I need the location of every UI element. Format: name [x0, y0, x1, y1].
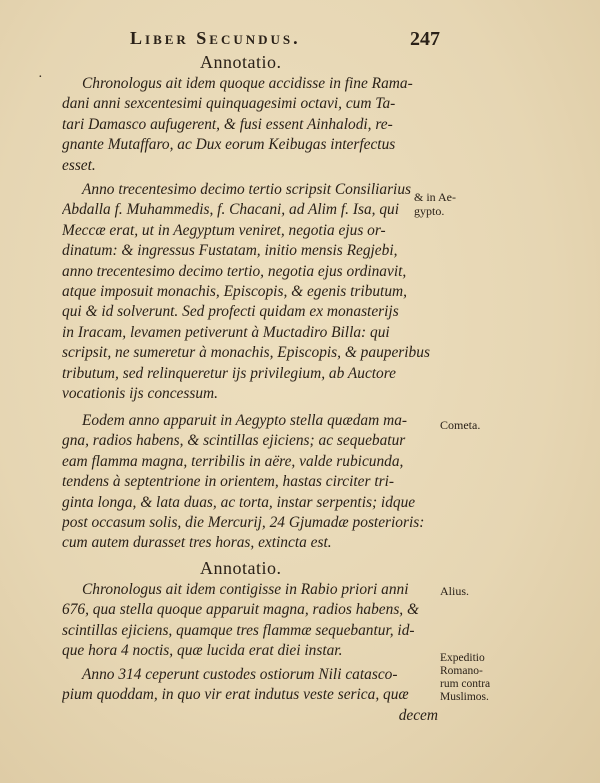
- paragraph: [62, 411, 438, 554]
- text-line: eam flamma magna, terribilis in aëre, valde rubicunda,: [62, 452, 404, 470]
- text-line: anno trecentesimo decimo tertio, negotia ejus ordinavit,: [62, 262, 407, 280]
- text-line: tari Damasco aufugerent, & fusi essent Ainhalodi, re-: [62, 115, 393, 133]
- margin-note-line: & in Ae-: [414, 190, 456, 204]
- text-line: pium quoddam, in quo vir erat indutus veste serica, quæ: [62, 686, 409, 704]
- margin-note: [414, 190, 456, 218]
- text-line: esset.: [62, 156, 96, 174]
- margin-note: [440, 584, 469, 598]
- paragraph: [62, 665, 438, 726]
- text-line: Chronologus ait idem quoque accidisse in fine Rama-: [82, 75, 413, 92]
- text-line: dani anni sexcentesimi quinquagesimi octavi, cum Ta-: [62, 95, 396, 113]
- paragraph: [62, 580, 438, 662]
- margin-note-line: Muslimos.: [440, 691, 489, 703]
- margin-note-line: Romano-: [440, 665, 483, 677]
- text-line: que hora 4 noctis, quæ lucida erat diei instar.: [62, 642, 343, 660]
- text-line: tendens à septentrione in orientem, hastas circiter tri-: [62, 473, 394, 491]
- text-line: Chronologus ait idem contigisse in Rabio priori anni: [82, 581, 409, 598]
- margin-note: [440, 652, 490, 704]
- text-line: gna, radios habens, & scintillas ejiciens; ac sequebatur: [62, 432, 406, 450]
- text-line: Meccæ erat, ut in Aegyptum veniret, negotia ejus or-: [62, 221, 386, 239]
- text-line: scintillas ejiciens, quamque tres flammæ sequebantur, id-: [62, 621, 415, 639]
- section-heading: Annotatio.: [200, 558, 282, 578]
- text-line: cum autem durasset tres horas, extincta est.: [62, 534, 332, 552]
- margin-note-line: rum contra: [440, 678, 491, 690]
- margin-note-line: Expeditio: [440, 652, 485, 664]
- text-line: Abdalla f. Muhammedis, f. Chacani, ad Alim f. Isa, qui: [62, 201, 400, 219]
- margin-note-line: Cometa.: [440, 418, 481, 432]
- text-line: tributum, sed relinqueretur ijs privilegium, ab Auctore: [62, 364, 397, 382]
- text-line: Anno 314 ceperunt custodes ostiorum Nili catasco-: [82, 666, 398, 683]
- text-line: post occasum solis, die Mercurij, 24 Gjumadæ posterioris:: [62, 514, 425, 532]
- text-line: gnante Mutaffaro, ac Dux eorum Keibugas interfectus: [62, 136, 396, 154]
- running-head: Liber Secundus.: [130, 28, 301, 48]
- text-line: decem: [398, 706, 438, 724]
- margin-note-line: gypto.: [414, 204, 445, 218]
- page-number: 247: [410, 28, 440, 50]
- text-line: dinatum: & ingressus Fustatam, initio mensis Regjebi,: [62, 242, 398, 260]
- decorative-dot: ·: [38, 70, 43, 85]
- text-line: 676, qua stella quoque apparuit magna, radios habens, &: [62, 601, 419, 619]
- text-line: scripsit, ne sumeretur à monachis, Episcopis, & pauperibus: [62, 344, 430, 362]
- text-line: vocationis ijs concessum.: [62, 385, 219, 403]
- margin-note-line: Alius.: [440, 584, 470, 598]
- text-line: in Iracam, levamen petiverunt à Muctadiro Billa: qui: [62, 323, 390, 341]
- text-line: ginta longa, & lata duas, ac torta, instar serpentis; idque: [62, 493, 416, 511]
- section-heading: Annotatio.: [200, 52, 282, 72]
- text-line: qui & id solverunt. Sed profecti quidam ex monasterijs: [62, 303, 399, 321]
- text-line: Eodem anno apparuit in Aegypto stella quædam ma-: [82, 412, 408, 429]
- paragraph: [62, 180, 438, 404]
- text-line: Anno trecentesimo decimo tertio scripsit Consiliarius: [82, 181, 412, 198]
- margin-note: [440, 418, 480, 432]
- text-line: atque imposuit monachis, Episcopis, & egenis tributum,: [62, 283, 407, 301]
- paragraph: [62, 74, 438, 176]
